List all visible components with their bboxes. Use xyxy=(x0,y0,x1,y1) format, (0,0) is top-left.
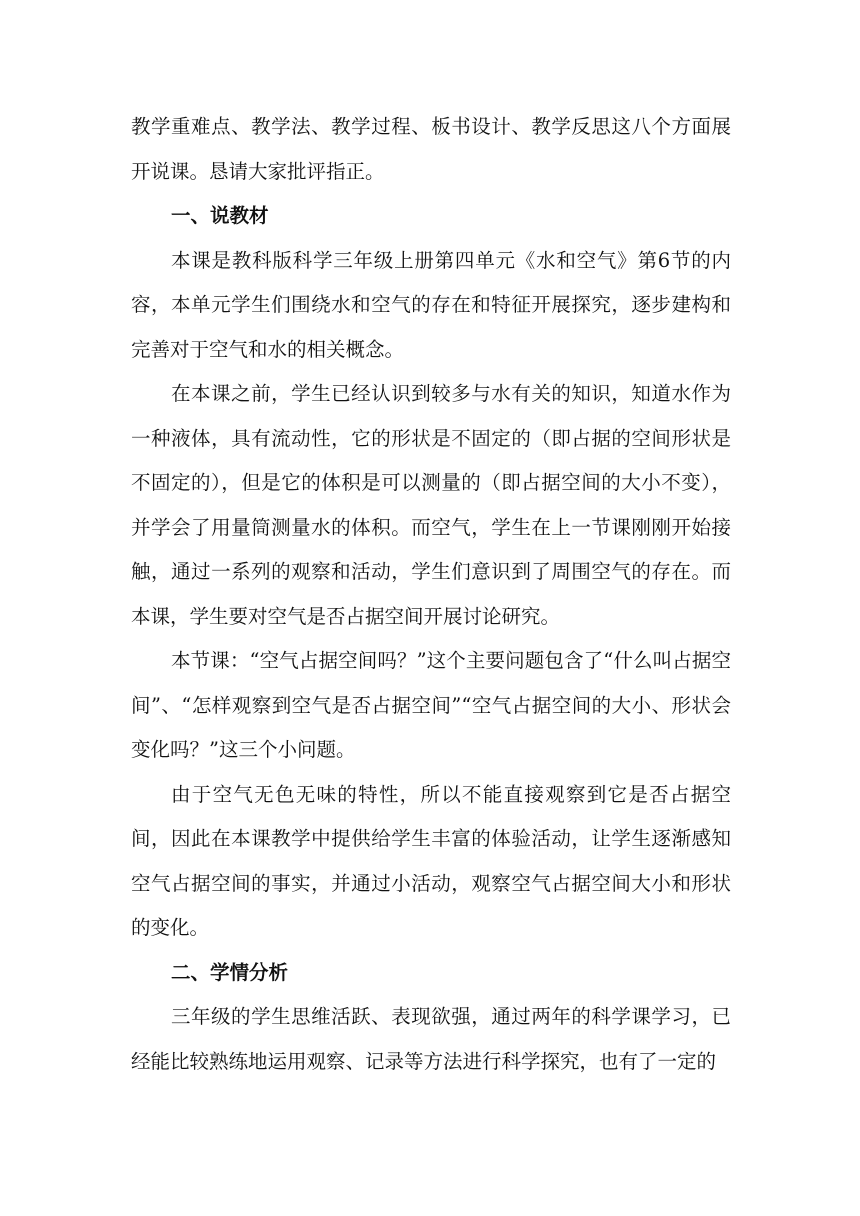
textbook-paragraph-4: 由于空气无色无味的特性，所以不能直接观察到它是否占据空间，因此在本课教学中提供给学生丰富的体验活动，让学生逐渐感知空气占据空间的事实，并通过小活动，观察空气占据空间大小和形状的变化。 xyxy=(131,782,731,939)
intro-fragment-paragraph: 教学重难点、教学法、教学过程、板书设计、教学反思这八个方面展开说课。恳请大家批评指正。 xyxy=(131,115,731,183)
textbook-paragraph-3: 本节课：“空气占据空间吗？”这个主要问题包含了“什么叫占据空间”、“怎样观察到空气是否占据空间”“空气占据空间的大小、形状会变化吗？”这三个小问题。 xyxy=(131,649,731,761)
document-body xyxy=(131,105,731,1084)
student-analysis-paragraph-1: 三年级的学生思维活跃、表现欲强，通过两年的科学课学习，已经能比较熟练地运用观察、记录等方法进行科学探究，也有了一定的 xyxy=(131,1005,731,1073)
textbook-paragraph-2: 在本课之前，学生已经认识到较多与水有关的知识，知道水作为一种液体，具有流动性，它的形状是不固定的（即占据的空间形状是不固定的），但是它的体积是可以测量的（即占据空间的大小不变），并学会了用量筒测量水的体积。而空气，学生在上一节课刚刚开始接触，通过一系列的观察和活动，学生们意识到了周围空气的存在。而本课，学生要对空气是否占据空间开展讨论研究。 xyxy=(131,382,731,628)
section-heading-textbook: 一、说教材 xyxy=(171,204,269,227)
section-heading-student-analysis: 二、学情分析 xyxy=(171,960,289,984)
textbook-paragraph-1: 本课是教科版科学三年级上册第四单元《水和空气》第6节的内容，本单元学生们围绕水和空气的存在和特征开展探究，逐步建构和完善对于空气和水的相关概念。 xyxy=(131,248,731,361)
